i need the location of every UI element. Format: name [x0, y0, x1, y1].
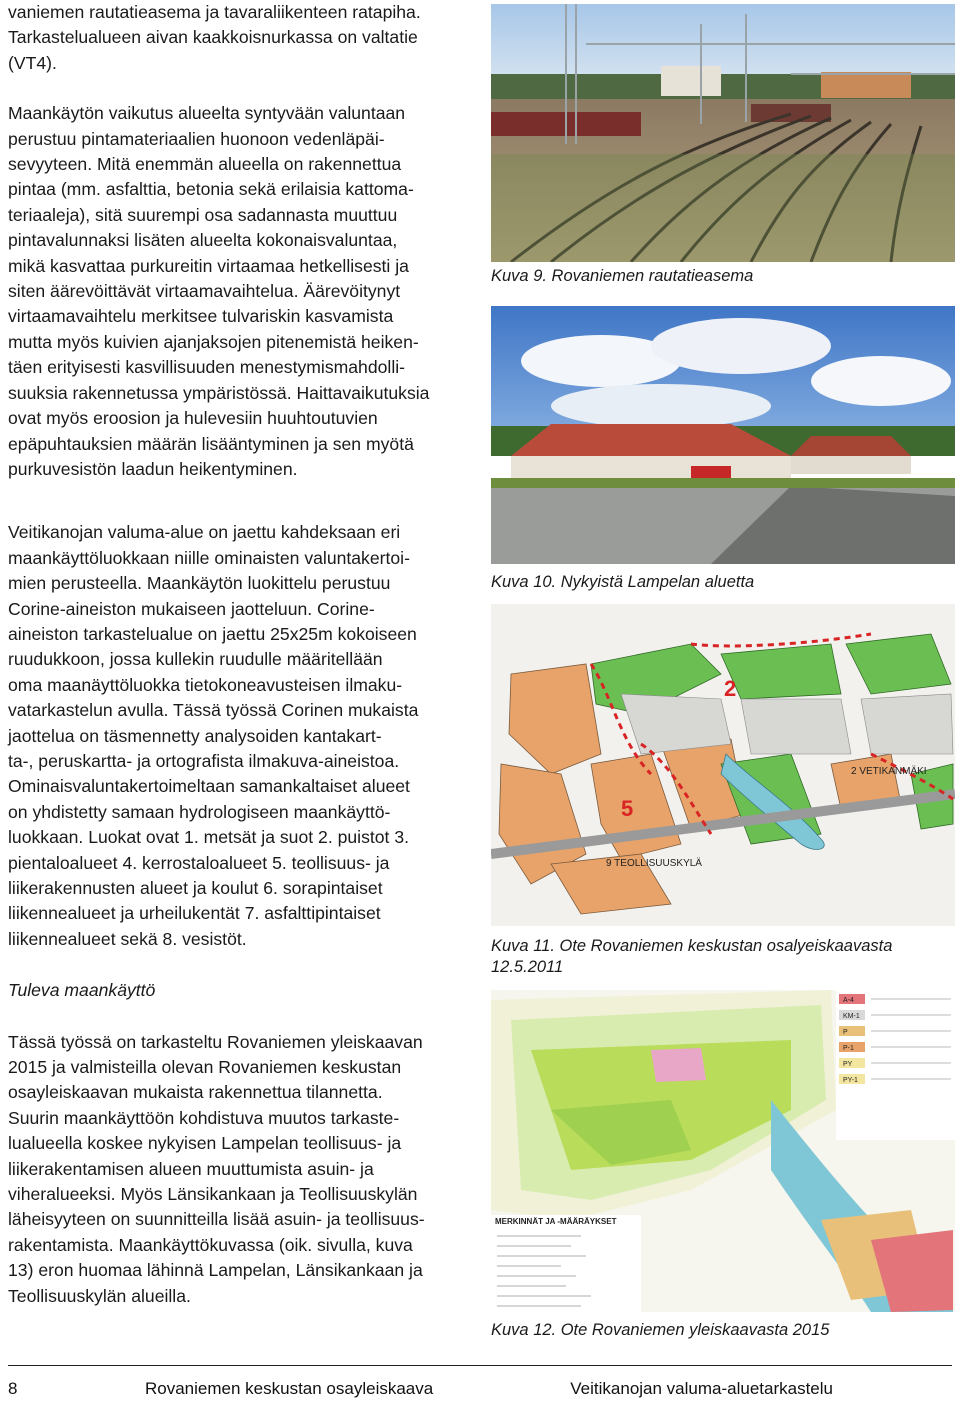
text-line: Tässä työssä on tarkasteltu Rovaniemen yleiskaavan: [8, 1031, 423, 1052]
footer-report-title: Veitikanojan valuma-aluetarkastelu: [570, 1379, 833, 1398]
legend-code: A-4: [843, 997, 854, 1004]
text-line: suuksia rakennetussa ympäristössä. Haittavaikutuksia: [8, 382, 430, 403]
text-line: jaottelua on täsmennetty analysoiden kantakart-: [8, 725, 382, 746]
general-plan-map: [491, 990, 955, 1312]
text-line: Veitikanojan valuma-alue on jaettu kahdeksaan eri: [8, 522, 401, 543]
footer-divider: [8, 1365, 952, 1366]
text-line: mien perusteella. Maankäytön luokittelu perustuu: [8, 573, 391, 594]
text-line: ovat myös eroosion ja hulevesiin huuhtoutuvien: [8, 408, 378, 429]
text-line: epäpuhtauksien määrän lisääntyminen ja sen myötä: [8, 433, 414, 454]
text-line: liikennealueet ja urheilukentät 7. asfalttipintaiset: [8, 903, 381, 924]
legend-code: PY: [843, 1061, 853, 1068]
text-line: viheralueeksi. Myös Länsikankaan ja Teollisuuskylän: [8, 1184, 418, 1205]
map-label-2: 2: [724, 676, 737, 701]
text-line: on yhdistetty samaan hydrologiseen maankäyttö-: [8, 801, 391, 822]
text-line: (VT4).: [8, 52, 57, 73]
text-line: perustuu pintamateriaalien huonoon vedenläpäi-: [8, 128, 385, 149]
text-line: 13) eron huomaa lähinnä Lampelan, Länsikankaan ja: [8, 1260, 423, 1281]
partial-master-plan-map: [491, 604, 955, 926]
caption-line: Kuva 11. Ote Rovaniemen keskustan osalyeiskaavasta: [491, 937, 893, 955]
text-line: täen erityisesti kasvillisuuden menestymismahdolli-: [8, 357, 405, 378]
text-line: ruudukkoon, jossa kullekin ruudulle määritellään: [8, 649, 383, 670]
text-line: Tarkastelualueen aivan kaakkoisnurkassa on valtatie: [8, 27, 418, 48]
figure-caption: Kuva 10. Nykyistä Lampelan aluetta: [491, 573, 755, 591]
section-heading: Tuleva maankäyttö: [8, 980, 156, 1001]
railway-station-photo: [491, 4, 955, 262]
text-line: vatarkastelun avulla. Tässä työssä Corinen mukaista: [8, 700, 419, 721]
text-line: oma maanäyttöluokka tietokoneavusteisen ilmaku-: [8, 674, 403, 695]
text-line: Teollisuuskylän alueilla.: [8, 1285, 191, 1306]
text-line: läheisyyteen on suunnitteilla lisää asuin- ja teollisuus-: [8, 1209, 425, 1230]
text-line: pientaloalueet 4. kerrostaloalueet 5. teollisuus- ja: [8, 852, 390, 873]
legend-code: P-1: [843, 1045, 854, 1052]
text-line: luokkaan. Luokat ovat 1. metsät ja suot 2. puistot 3.: [8, 827, 409, 848]
paragraph-future-landuse: [8, 1030, 478, 1309]
legend-code: P: [843, 1029, 848, 1036]
text-line: maankäyttöluokkaan niille ominaisten valuntakertoi-: [8, 547, 410, 568]
text-line: sevyyteen. Mitä enemmän alueella on rakennettua: [8, 154, 402, 175]
text-line: lualueella koskee nykyisen Lampelan teollisuus- ja: [8, 1133, 402, 1154]
legend-code: PY-1: [843, 1077, 858, 1084]
figure-caption: Kuva 12. Ote Rovaniemen yleiskaavasta 2015: [491, 1321, 830, 1339]
map-label-5: 5: [621, 796, 634, 821]
text-line: pintavalunnaksi lisäten alueelta kokonaisvaluntaa,: [8, 230, 398, 251]
text-line: teriaaleja), sitä suurempi osa sadannasta muuttuu: [8, 204, 398, 225]
lampela-area-photo: [491, 306, 955, 564]
paragraph-railway: [8, 0, 478, 76]
text-line: osayleiskaavan mukaista rakennettua tilannetta.: [8, 1082, 383, 1103]
text-line: virtaamavaihtelu merkitsee tulvariskin kasvamista: [8, 306, 394, 327]
text-line: liikennealueet sekä 8. vesistöt.: [8, 928, 247, 949]
text-line: mikä kasvattaa purkureitin virtaamaa hetkellisesti ja: [8, 255, 409, 276]
map-area-label: 9 TEOLLISUUSKYLÄ: [606, 858, 702, 869]
text-line: purkuvesistön laadun heikentyminen.: [8, 458, 298, 479]
paragraph-landuse-classes: [8, 520, 478, 952]
text-column: [8, 0, 478, 1309]
legend-code: KM-1: [843, 1013, 860, 1020]
text-line: vaniemen rautatieasema ja tavaraliikenteen ratapiha.: [8, 2, 421, 22]
text-line: siten äärevöittävät virtaamavaihtelua. Äärevöitynyt: [8, 281, 401, 302]
legend-heading: MERKINNÄT JA -MÄÄRÄYKSET: [495, 1217, 617, 1226]
paragraph-runoff: [8, 101, 478, 482]
caption-line: 12.5.2011: [491, 958, 564, 976]
text-line: aineiston tarkastelualue on jaettu 25x25m kokoiseen: [8, 623, 417, 644]
text-line: liikerakennusten alueet ja koulut 6. sorapintaiset: [8, 878, 383, 898]
text-line: Corine-aineiston mukaiseen jaotteluun. Corine-: [8, 598, 375, 619]
text-line: Ominaisvaluntakertoimeltaan samankaltaiset alueet: [8, 776, 410, 797]
text-line: pintaa (mm. asfalttia, betonia sekä erilaisia kattoma-: [8, 179, 414, 200]
footer-document-title: Rovaniemen keskustan osayleiskaava: [145, 1379, 434, 1398]
text-line: liikerakentamisen alueen muuttumista asuin- ja: [8, 1158, 374, 1179]
text-line: Suurin maankäyttöön kohdistuva muutos tarkaste-: [8, 1107, 400, 1128]
text-line: mutta myös kuivien ajanjaksojen pitenemistä heiken-: [8, 331, 419, 352]
text-line: ta-, peruskartta- ja ortografista ilmakuva-aineistoa.: [8, 750, 400, 771]
text-line: rakentamista. Maankäyttökuvassa (oik. sivulla, kuva: [8, 1234, 413, 1255]
figure-caption: [491, 936, 955, 978]
text-line: Maankäytön vaikutus alueelta syntyvään valuntaan: [8, 103, 406, 124]
page-number: 8: [8, 1379, 18, 1398]
text-line: 2015 ja valmisteilla olevan Rovaniemen keskustan: [8, 1057, 402, 1078]
map-area-label: 2 VETIKANMÄKI: [851, 766, 927, 777]
figure-caption: Kuva 9. Rovaniemen rautatieasema: [491, 267, 754, 285]
